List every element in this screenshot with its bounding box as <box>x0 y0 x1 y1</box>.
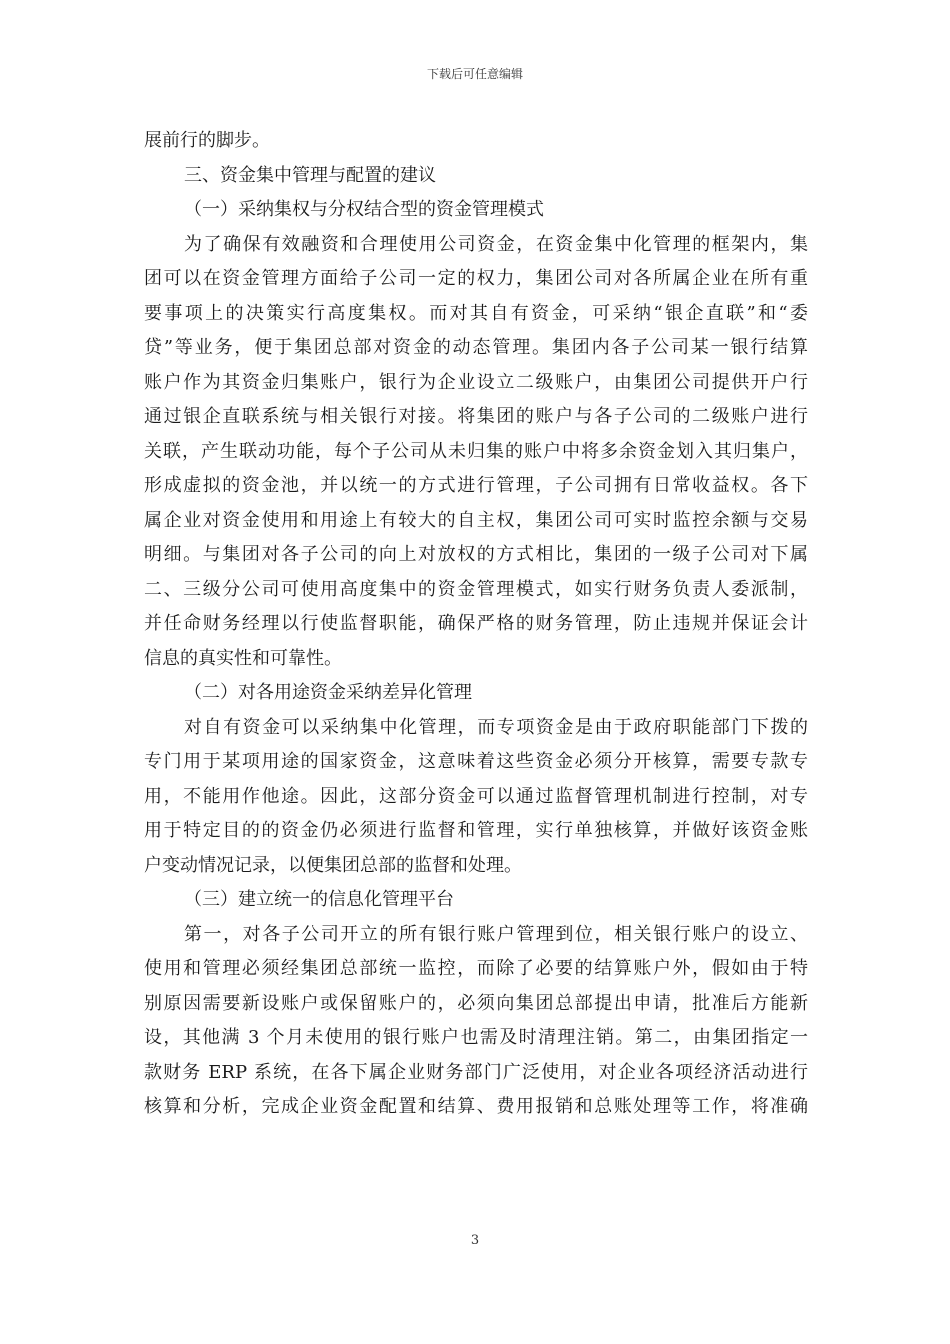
text-line: 款财务 ERP 系统，在各下属企业财务部门广泛使用，对企业各项经济活动进行 <box>144 1061 808 1083</box>
page-header: 下载后可任意编辑 <box>426 67 523 81</box>
text-line: 二、三级分公司可使用高度集中的资金管理模式，如实行财务负责人委派制， <box>144 578 808 600</box>
text-line: 用，不能用作他途。因此，这部分资金可以通过监督管理机制进行控制，对专 <box>144 785 808 807</box>
text-line: 贷”等业务，便于集团总部对资金的动态管理。集团内各子公司某一银行结算 <box>144 337 808 358</box>
text-line: 账户作为其资金归集账户，银行为企业设立二级账户，由集团公司提供开户行 <box>144 371 808 393</box>
text-line: 信息的真实性和可靠性。 <box>144 647 342 669</box>
document-body <box>144 124 808 1125</box>
text-line: 关联，产生联动功能，每个子公司从未归集的账户中将多余资金划入其归集户， <box>144 440 808 462</box>
text-line: 属企业对资金使用和用途上有较大的自主权，集团公司可实时监控余额与交易 <box>144 509 808 531</box>
page-number: 3 <box>470 1233 480 1248</box>
text-line: 核算和分析，完成企业资金配置和结算、费用报销和总账处理等工作，将准确 <box>144 1096 808 1117</box>
section-heading: （二）对各用途资金采纳差异化管理 <box>184 682 472 703</box>
text-line: 形成虚拟的资金池，并以统一的方式进行管理，子公司拥有日常收益权。各下 <box>144 475 808 496</box>
text-line: 别原因需要新设账户或保留账户的，必须向集团总部提出申请，批准后方能新 <box>144 992 808 1014</box>
text-line: 明细。与集团对各子公司的向上对放权的方式相比，集团的一级子公司对下属 <box>144 544 808 565</box>
text-line: 对自有资金可以采纳集中化管理，而专项资金是由于政府职能部门下拨的 <box>184 716 808 738</box>
text-line: 第一，对各子公司开立的所有银行账户管理到位，相关银行账户的设立、 <box>184 923 808 945</box>
text-line: 使用和管理必须经集团总部统一监控，而除了必要的结算账户外，假如由于特 <box>144 958 808 979</box>
text-line: 户变动情况记录，以便集团总部的监督和处理。 <box>144 854 522 876</box>
text-line: 设，其他满 3 个月未使用的银行账户也需及时清理注销。第二，由集团指定一 <box>144 1027 808 1048</box>
section-heading: （一）采纳集权与分权结合型的资金管理模式 <box>184 199 544 220</box>
text-line: 团可以在资金管理方面给子公司一定的权力，集团公司对各所属企业在所有重 <box>144 268 808 289</box>
text-line: 专门用于某项用途的国家资金，这意味着这些资金必须分开核算，需要专款专 <box>144 751 808 772</box>
section-heading: （三）建立统一的信息化管理平台 <box>184 889 454 910</box>
text-line: 用于特定目的的资金仍必须进行监督和管理，实行单独核算，并做好该资金账 <box>144 820 808 841</box>
text-line: 通过银企直联系统与相关银行对接。将集团的账户与各子公司的二级账户进行 <box>144 406 808 427</box>
text-line: 要事项上的决策实行高度集权。而对其自有资金，可采纳“银企直联”和“委 <box>144 302 808 324</box>
text-line: 为了确保有效融资和合理使用公司资金，在资金集中化管理的框架内，集 <box>184 233 808 255</box>
text-line: 并任命财务经理以行使监督职能，确保严格的财务管理，防止违规并保证会计 <box>144 613 808 634</box>
section-heading: 三、资金集中管理与配置的建议 <box>184 164 436 186</box>
text-line: 展前行的脚步。 <box>144 130 270 151</box>
